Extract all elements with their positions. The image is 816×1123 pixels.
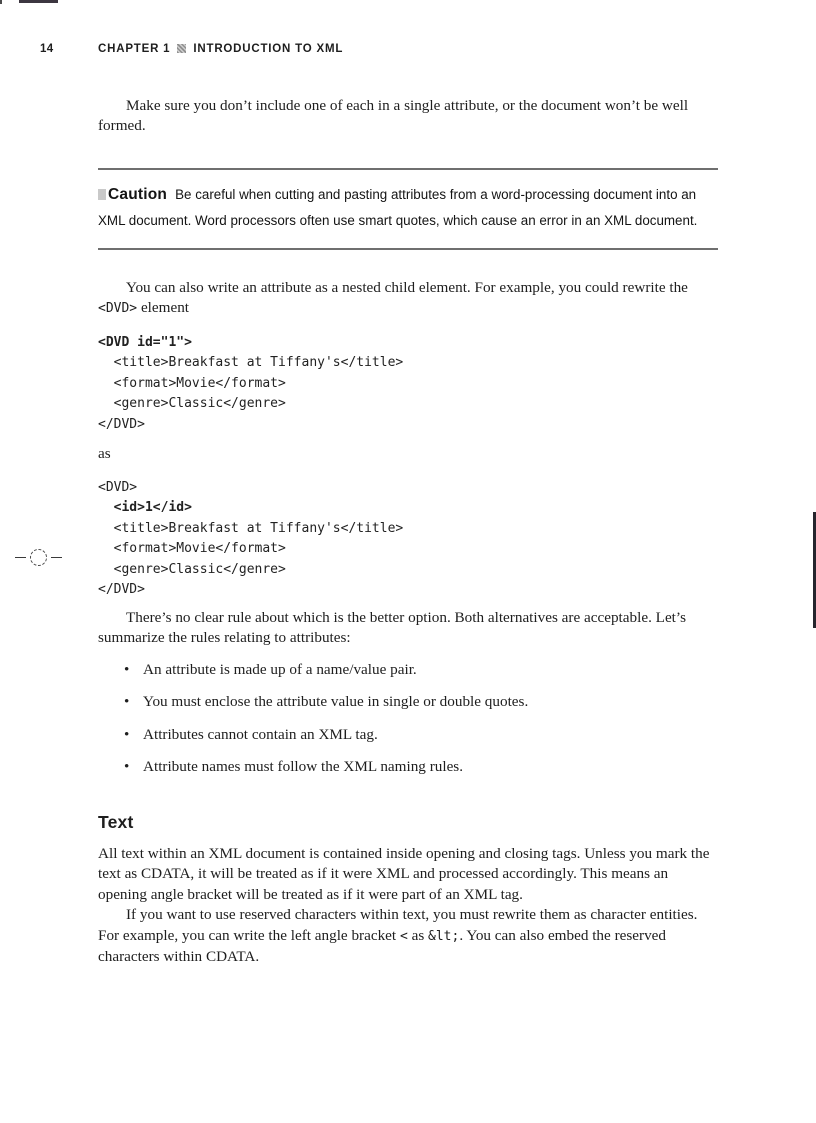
paragraph-text: as [407,926,429,944]
code-line: <title>Breakfast at Tiffany's</title> [98,355,404,371]
bullet-icon: • [124,758,130,776]
list-item-text: You must enclose the attribute value in single or double quotes. [143,693,529,711]
code-line: </DVD> [98,582,145,598]
bullet-icon: • [124,725,130,743]
top-edge-print-mark [19,0,58,3]
inline-code-left-angle-bracket: < [399,928,408,944]
running-head [98,43,343,55]
running-head-title: INTRODUCTION TO XML [193,43,344,55]
connector-word: as [98,445,111,462]
chapter-separator-square-icon [177,44,186,53]
code-line: <genre>Classic</genre> [98,561,286,577]
list-item [98,692,720,712]
paragraph-text: You can also write an attribute as a nested child element. For example, you could rewrite the [126,279,688,296]
code-line: <DVD id="1"> [98,335,192,350]
paragraph-text: element [137,299,190,317]
inline-code-lt-entity: &lt; [428,928,460,944]
code-line: <id>1</id> [98,500,192,516]
paragraph-text: . You can also embed the reserved characters within CDATA. [98,926,667,966]
code-line: <format>Movie</format> [98,375,286,391]
bullet-icon: • [124,661,130,678]
list-item-text: An attribute is made up of a name/value pair. [143,661,417,678]
paragraph-intro: Make sure you don’t include one of each in a single attribute, or the document won’t be well formed. [98,97,689,135]
registration-dash-right [51,557,62,559]
code-line: <DVD> [98,480,138,495]
registration-mark [15,549,62,566]
list-item-text: Attribute names must follow the XML naming rules. [143,758,464,776]
registration-circle-icon [30,549,47,566]
caution-note [98,168,718,250]
section-text-body [98,844,722,967]
code-block-nested-form [98,478,403,600]
code-line: <genre>Classic</genre> [98,396,286,412]
list-item [98,725,720,745]
code-line: <format>Movie</format> [98,541,286,557]
code-block-attribute-form [98,333,403,435]
paragraph-reserved-characters [98,905,720,967]
caution-label: Caution [108,186,168,203]
attribute-rules-list [98,660,720,790]
corner-crop-mark [0,0,2,4]
paragraph-rules-summary: There’s no clear rule about which is the better option. Both alternatives are acceptable. Let’s summarize the rules relating to attributes: [98,609,687,647]
caution-text: Be careful when cutting and pasting attributes from a word-processing document into an XML document. Word processors often use smart quotes, which cause an error in an XML document. [98,187,698,228]
list-item [98,757,720,777]
code-line: <title>Breakfast at Tiffany's</title> [98,520,404,536]
paragraph-cdata: All text within an XML document is contained inside opening and closing tags. Unless you mark the text as CDATA, it will be treated as if it were XML and processed accordingly. This means an opening angle bracket will be treated as if it were part of an XML tag. [98,845,710,903]
inline-code-dvd-tag: <DVD> [98,301,138,317]
paragraph-nested-element [98,278,720,320]
paragraph-text: If you want to use reserved characters within text, you must rewrite them as character entities. For example, you can write the left angle bracket [98,906,698,944]
running-head-chapter: CHAPTER 1 [98,43,171,55]
list-item [98,660,720,680]
bullet-icon: • [124,693,130,711]
registration-dash-left [15,557,26,559]
page-edge-thumb-mark [813,512,816,628]
code-line: </DVD> [98,416,145,432]
page-number: 14 [40,43,54,55]
caution-square-icon [98,189,106,200]
section-heading-text: Text [98,812,134,832]
list-item-text: Attributes cannot contain an XML tag. [143,725,378,743]
